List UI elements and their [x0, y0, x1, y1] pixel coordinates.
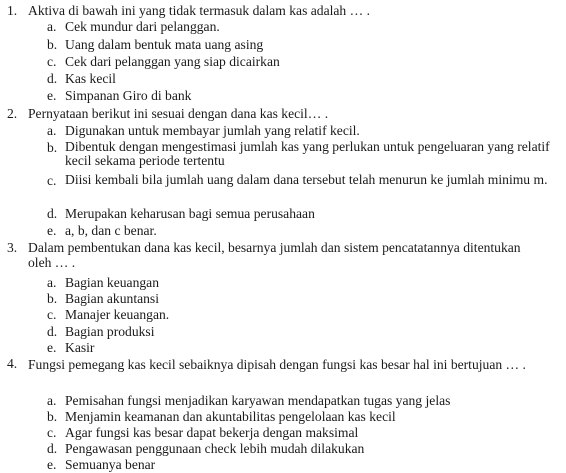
- option-text: Bagian keuangan: [65, 275, 159, 290]
- option-text: Kas kecil: [65, 71, 116, 86]
- question-text: Fungsi pemegang kas kecil sebaiknya dipisah dengan fungsi kas besar hal ini bertujuan … .: [28, 357, 526, 372]
- option-text: Merupakan keharusan bagi semua perusahaan: [65, 206, 315, 221]
- option-letter: a.: [47, 19, 57, 34]
- option-letter: c.: [47, 54, 57, 69]
- option-text: Pengawasan penggunaan check lebih mudah dilakukan: [65, 441, 365, 456]
- option-letter: b.: [47, 291, 58, 306]
- option-text: Kasir: [65, 340, 95, 355]
- option-letter: d.: [47, 206, 58, 221]
- option-text: Semuanya benar: [65, 457, 156, 472]
- option-text: Cek mundur dari pelanggan.: [65, 19, 220, 34]
- option-text: Manajer keuangan.: [65, 307, 170, 322]
- option-letter: b.: [47, 37, 58, 52]
- option-text: Bagian produksi: [65, 324, 155, 339]
- option-text: Dibentuk dengan mengestimasi jumlah kas yang perlukan untuk pengeluaran yang relatif kecil sekama periode tertentu: [65, 139, 550, 168]
- option-text: Pemisahan fungsi menjadikan karyawan mendapatkan tugas yang jelas: [65, 393, 451, 408]
- option-text: a, b, dan c benar.: [65, 223, 157, 238]
- option-letter: e.: [47, 457, 57, 472]
- option-text: Uang dalam bentuk mata uang asing: [65, 37, 264, 52]
- question-text: Aktiva di bawah ini yang tidak termasuk dalam kas adalah … .: [28, 3, 371, 18]
- option-letter: b.: [47, 409, 58, 424]
- option-letter: e.: [47, 223, 57, 238]
- option-letter: b.: [47, 140, 58, 155]
- question-number: 4.: [7, 356, 18, 371]
- option-letter: e.: [47, 88, 57, 103]
- option-text: Agar fungsi kas besar dapat bekerja dengan maksimal: [65, 425, 359, 440]
- option-text: Digunakan untuk membayar jumlah yang relatif kecil.: [65, 123, 360, 138]
- option-text: Bagian akuntansi: [65, 291, 160, 306]
- question-number: 2.: [7, 106, 18, 121]
- option-letter: d.: [47, 441, 58, 456]
- option-text: Menjamin keamanan dan akuntabilitas pengelolaan kas kecil: [65, 409, 396, 424]
- question-text: Dalam pembentukan dana kas kecil, besarnya jumlah dan sistem pencatatannya ditentukan oleh … .: [28, 240, 521, 270]
- question-text: Pernyataan berikut ini sesuai dengan dana kas kecil… .: [28, 106, 329, 121]
- option-letter: e.: [47, 340, 57, 355]
- option-letter: a.: [47, 123, 57, 138]
- option-text: Cek dari pelanggan yang siap dicairkan: [65, 54, 280, 69]
- question-number: 3.: [7, 240, 18, 255]
- option-text: Simpanan Giro di bank: [65, 88, 192, 103]
- option-letter: c.: [47, 173, 57, 188]
- question-number: 1.: [7, 3, 18, 18]
- option-letter: c.: [47, 307, 57, 322]
- option-text: Diisi kembali bila jumlah uang dalam dana tersebut telah menurun ke jumlah minimu m.: [65, 172, 548, 187]
- option-letter: d.: [47, 71, 58, 86]
- option-letter: c.: [47, 425, 57, 440]
- option-letter: a.: [47, 275, 57, 290]
- option-letter: d.: [47, 324, 58, 339]
- option-letter: a.: [47, 393, 57, 408]
